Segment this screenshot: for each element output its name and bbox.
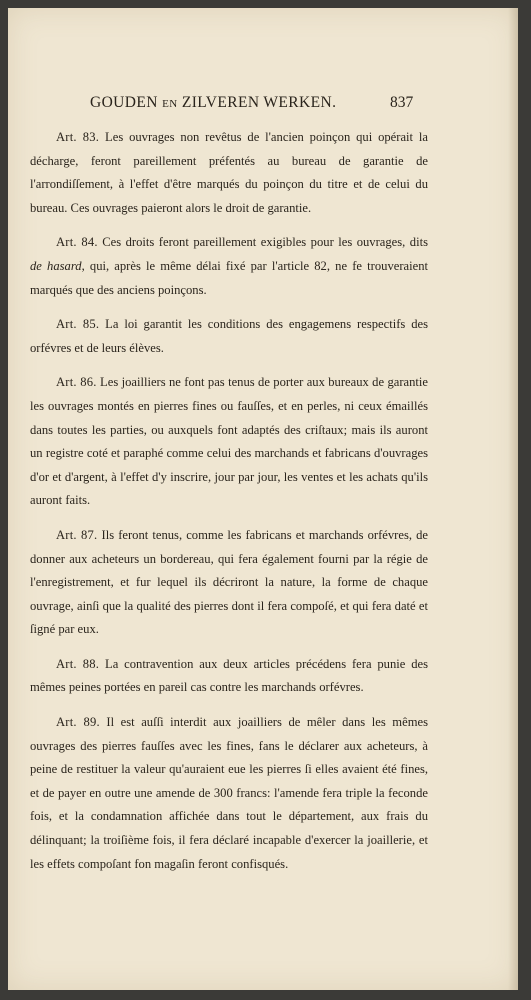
- body-text: [30, 126, 428, 887]
- article-84: [30, 231, 428, 302]
- article-89: [30, 711, 428, 876]
- article-label: Art. 86.: [56, 375, 97, 390]
- article-83: [30, 126, 428, 220]
- header-title-conj: EN: [162, 98, 178, 110]
- page-number: 837: [390, 94, 414, 111]
- article-label: Art. 87.: [56, 527, 98, 542]
- article-label: Art. 89.: [56, 715, 100, 730]
- article-italic-term: de hasard: [30, 258, 82, 273]
- article-88: [30, 653, 428, 700]
- article-text: Ces droits feront pareillement exigibles pour les ouvrages, dits: [102, 235, 428, 250]
- article-text: La loi garantit les conditions des engagemens respectifs des orfévres et de leurs élèves.: [30, 317, 428, 355]
- article-label: Art. 88.: [56, 656, 100, 671]
- article-label: Art. 85.: [56, 317, 100, 332]
- running-header: [90, 94, 430, 112]
- article-text: Les ouvrages non revêtus de l'ancien poinçon qui opérait la décharge, feront pareillement préfentés au bureau de garantie de l'arrondiſſement, à l'effet d'être marqués du poinçon du titre et de celui du bureau. Ces ouvrages paieront alors le droit de garantie.: [30, 130, 428, 215]
- article-text: Il est auſſi interdit aux joailliers de mêler dans les mêmes ouvrages des pierres fauſſes avec les fines, fans le déclarer aux acheteurs, à peine de restituer la valeur qu'auraient eue les pierres ſi elles avaient été fines, et de payer en outre une amende de 300 francs: l'amende fera triple la feconde fois, et la condamnation affichée dans tout le département, aux frais du délinquant; la troiſième fois, il fera déclaré incapable d'exercer la joaillerie, et les effets compoſant fon magaſin feront confisqués.: [30, 715, 428, 871]
- article-label: Art. 83.: [56, 130, 100, 144]
- article-label: Art. 84.: [56, 235, 98, 250]
- header-title-prefix: GOUDEN: [90, 94, 158, 111]
- article-text: Ils feront tenus, comme les fabricans et marchands orfévres, de donner aux acheteurs un bordereau, qui fera également fourni par la régie de l'enregistrement, et fur lequel ils décriront la nature, la forme de chaque ouvrage, ainſi que la qualité des pierres dont il fera compoſé, et qui fera daté et ſigné par eux.: [30, 527, 428, 637]
- book-page: [8, 8, 518, 990]
- article-text: , qui, après le même délai fixé par l'article 82, ne fe trouveraient marqués que des anciens poinçons.: [30, 258, 428, 297]
- article-text: Les joailliers ne font pas tenus de porter aux bureaux de garantie les ouvrages montés en pierres fines ou fauſſes, et en perles, ni ceux émaillés dans toutes les parties, ou auxquels font adaptés des criſtaux; mais ils auront un registre coté et paraphé comme celui des marchands et fabricans d'ouvrages d'or et d'argent, à l'effet d'y inscrire, jour par jour, les ventes et les achats qu'ils auront faits.: [30, 375, 428, 508]
- article-85: [30, 313, 428, 360]
- header-title-suffix: ZILVEREN WERKEN.: [181, 94, 337, 111]
- article-text: La contravention aux deux articles précédens fera punie des mêmes peines portées en pareil cas contre les marchands orfévres.: [30, 656, 429, 695]
- article-87: [30, 524, 428, 642]
- article-86: [30, 371, 428, 513]
